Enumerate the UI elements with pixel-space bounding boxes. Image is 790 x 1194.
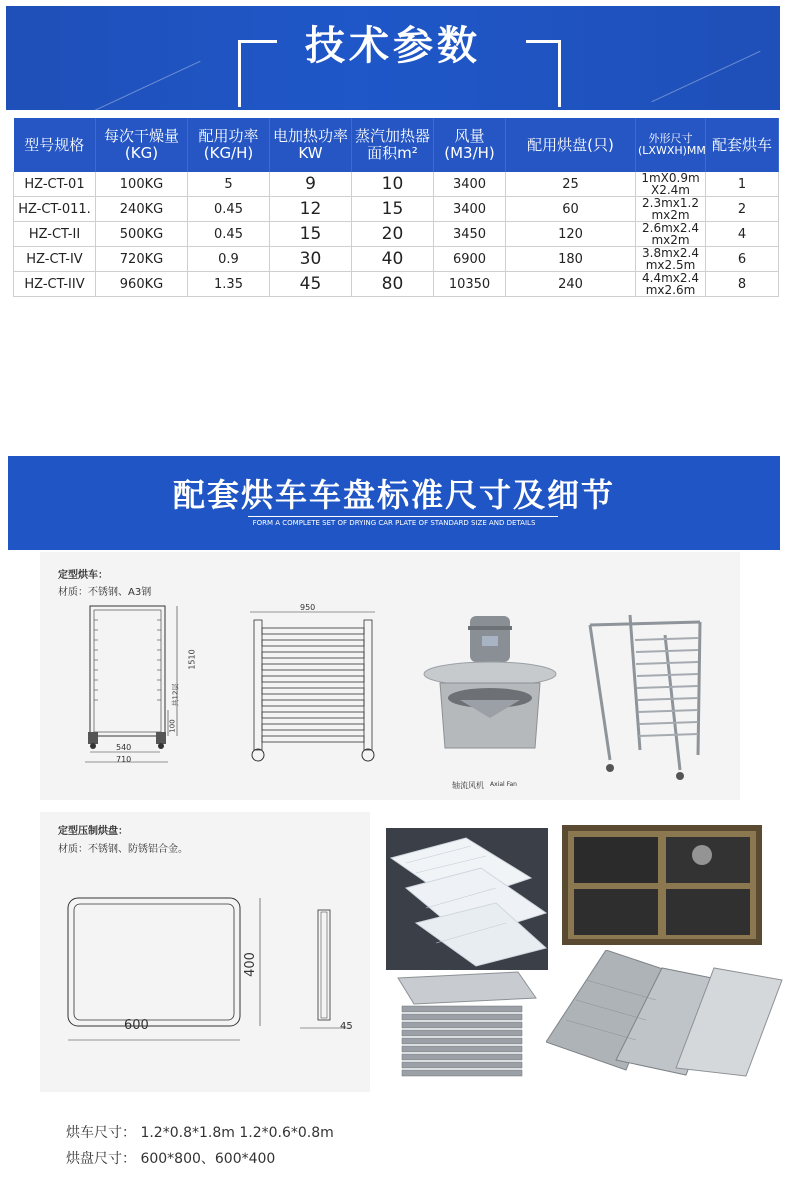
details-subtitle: FORM A COMPLETE SET OF DRYING CAR PLATE OF STANDARD SIZE AND DETAILS (252, 519, 536, 527)
table-cell: 3450 (434, 222, 506, 247)
cart-heading: 定型烘车： (58, 570, 108, 581)
col-header: 型号规格 (14, 118, 96, 172)
table-cell: 15 (270, 222, 352, 247)
table-cell: 100KG (96, 172, 188, 197)
table-cell: 8 (706, 272, 779, 297)
table-cell: 12 (270, 197, 352, 222)
table-cell: 10 (352, 172, 434, 197)
table-cell: 240KG (96, 197, 188, 222)
table-cell: 80 (352, 272, 434, 297)
dim-100: 100 (168, 719, 177, 733)
table-row (14, 172, 779, 197)
table-cell: 45 (270, 272, 352, 297)
dim-540: 540 (116, 743, 132, 752)
table-cell: HZ-CT-II (14, 222, 96, 247)
tray-size-note: 烘盘尺寸： 600*800、600*400 (66, 1151, 276, 1167)
col-header: 外形尺寸(LXWXH)MM (636, 118, 706, 172)
table-row (14, 272, 779, 297)
spec-banner (6, 6, 780, 110)
table-cell: HZ-CT-01 (14, 172, 96, 197)
table-cell: 30 (270, 247, 352, 272)
table-cell: HZ-CT-011. (14, 197, 96, 222)
perforated-trays-photo (546, 950, 784, 1080)
table-cell: 960KG (96, 272, 188, 297)
table-cell: 60 (506, 197, 636, 222)
dim-710: 710 (116, 755, 132, 764)
axial-fan-photo (420, 608, 560, 758)
table-cell: 6 (706, 247, 779, 272)
dim-400: 400 (242, 952, 258, 977)
dim-600: 600 (124, 1018, 149, 1033)
tray-drawing (60, 890, 360, 1050)
table-cell: 1.35 (188, 272, 270, 297)
table-cell: 9 (270, 172, 352, 197)
table-cell: HZ-CT-IV (14, 247, 96, 272)
col-header: 配用功率(KG/H) (188, 118, 270, 172)
table-cell: 3.8mx2.4 mx2.5m (636, 247, 706, 272)
table-cell: 4.4mx2.4 mx2.6m (636, 272, 706, 297)
table-cell: 240 (506, 272, 636, 297)
table-cell: 20 (352, 222, 434, 247)
table-header-row (14, 118, 779, 172)
dim-12-layers: 共12层 (171, 683, 180, 707)
table-cell: 0.45 (188, 222, 270, 247)
table-cell: 2.3mx1.2 mx2m (636, 197, 706, 222)
tray-heading: 定型压制烘盘： (58, 826, 128, 837)
fan-caption-en: Axial Fan (490, 781, 517, 788)
table-cell: 15 (352, 197, 434, 222)
dim-950: 950 (300, 603, 316, 612)
col-header: 电加热功率KW (270, 118, 352, 172)
col-header: 风量(M3/H) (434, 118, 506, 172)
table-cell: 1mX0.9m X2.4m (636, 172, 706, 197)
table-cell: 2 (706, 197, 779, 222)
table-cell: 25 (506, 172, 636, 197)
table-row (14, 197, 779, 222)
details-banner (8, 456, 780, 550)
col-header: 配套烘车 (706, 118, 779, 172)
dim-1510: 1510 (187, 649, 197, 670)
plastic-trays-photo (386, 828, 548, 970)
table-cell: 6900 (434, 247, 506, 272)
table-row (14, 247, 779, 272)
cart-front-drawing (240, 600, 390, 770)
table-cell: 5 (188, 172, 270, 197)
table-cell: 1 (706, 172, 779, 197)
spec-title: 技术参数 (305, 23, 481, 69)
table-cell: 500KG (96, 222, 188, 247)
mesh-tray-photo (562, 825, 762, 945)
table-cell: 720KG (96, 247, 188, 272)
col-header: 配用烘盘(只) (506, 118, 636, 172)
col-header: 每次干燥量(KG) (96, 118, 188, 172)
table-cell: 10350 (434, 272, 506, 297)
fan-caption: 轴流风机 (452, 781, 484, 790)
steel-tray-stack-photo (388, 968, 538, 1080)
details-title: 配套烘车车盘标准尺寸及细节 (172, 476, 615, 514)
drying-rack-photo (580, 610, 710, 785)
tray-material: 材质：不锈钢、防锈铝合金。 (58, 844, 188, 855)
cart-size-note: 烘车尺寸： 1.2*0.8*1.8m 1.2*0.6*0.8m (66, 1125, 334, 1141)
table-cell: 2.6mx2.4 mx2m (636, 222, 706, 247)
table-cell: 4 (706, 222, 779, 247)
divider (248, 516, 558, 517)
col-header: 蒸汽加热器面积m² (352, 118, 434, 172)
spec-table (13, 118, 779, 297)
table-cell: 120 (506, 222, 636, 247)
table-cell: 0.9 (188, 247, 270, 272)
table-cell: 180 (506, 247, 636, 272)
dim-45: 45 (340, 1021, 353, 1032)
table-cell: 40 (352, 247, 434, 272)
table-cell: 3400 (434, 197, 506, 222)
table-cell: HZ-CT-IIV (14, 272, 96, 297)
table-cell: 3400 (434, 172, 506, 197)
table-row (14, 222, 779, 247)
cart-material: 材质：不锈钢、A3钢 (58, 587, 152, 598)
table-cell: 0.45 (188, 197, 270, 222)
